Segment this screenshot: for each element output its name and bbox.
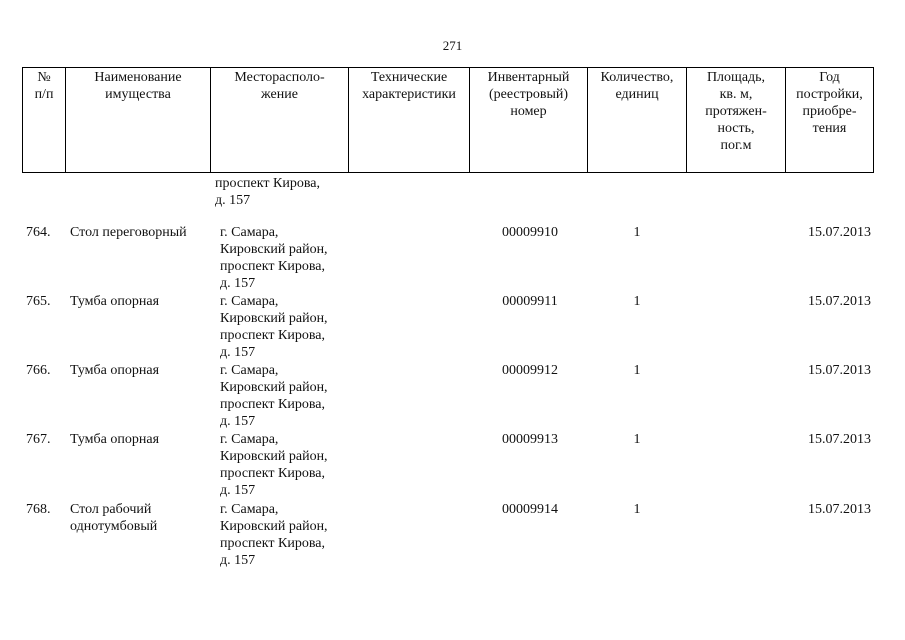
table-row [22,431,874,500]
row-name: Стол переговорный [70,225,187,240]
header-name: Наименование имущества [65,68,210,172]
header-year: Год постройки, приобре- тения [785,68,874,172]
continuation-location-line1: проспект Кирова, [215,176,320,191]
table-row [22,362,874,431]
row-quantity: 1 [633,363,641,378]
page-number: 271 [442,38,463,53]
row-location: г. Самара, Кировский район, проспект Кирова, д. 157 [220,225,328,291]
row-location: г. Самара, Кировский район, проспект Кирова, д. 157 [220,432,328,498]
row-inventory: 00009912 [502,363,558,378]
row-year: 15.07.2013 [808,294,871,309]
row-inventory: 00009910 [502,225,558,240]
header-location: Месторасполо- жение [210,68,348,172]
table-row [22,293,874,362]
table-row [22,501,874,570]
row-name: Стол рабочий однотумбовый [70,502,158,534]
header-specs: Технические характеристики [348,68,469,172]
row-location: г. Самара, Кировский район, проспект Кирова, д. 157 [220,294,328,360]
table-header [22,67,874,173]
row-name: Тумба опорная [70,432,160,447]
row-number: 766. [26,363,51,378]
header-num: № п/п [22,68,65,172]
row-number: 767. [26,432,51,447]
row-inventory: 00009911 [502,294,558,309]
row-year: 15.07.2013 [808,225,871,240]
row-inventory: 00009914 [502,502,558,517]
row-name: Тумба опорная [70,363,160,378]
row-number: 768. [26,502,51,517]
row-location: г. Самара, Кировский район, проспект Кирова, д. 157 [220,502,328,568]
row-number: 764. [26,225,51,240]
header-inventory: Инвентарный (реестровый) номер [469,68,587,172]
header-quantity: Количество, единиц [587,68,686,172]
row-inventory: 00009913 [502,432,558,447]
row-name: Тумба опорная [70,294,160,309]
row-quantity: 1 [633,432,641,447]
table-row [22,224,874,293]
row-year: 15.07.2013 [808,502,871,517]
header-area: Площадь, кв. м, протяжен- ность, пог.м [686,68,785,172]
row-number: 765. [26,294,51,309]
row-quantity: 1 [633,294,641,309]
row-quantity: 1 [633,225,641,240]
continuation-row [22,171,874,211]
row-year: 15.07.2013 [808,432,871,447]
row-year: 15.07.2013 [808,363,871,378]
continuation-location-line2: д. 157 [215,193,251,208]
row-location: г. Самара, Кировский район, проспект Кирова, д. 157 [220,363,328,429]
row-quantity: 1 [633,502,641,517]
